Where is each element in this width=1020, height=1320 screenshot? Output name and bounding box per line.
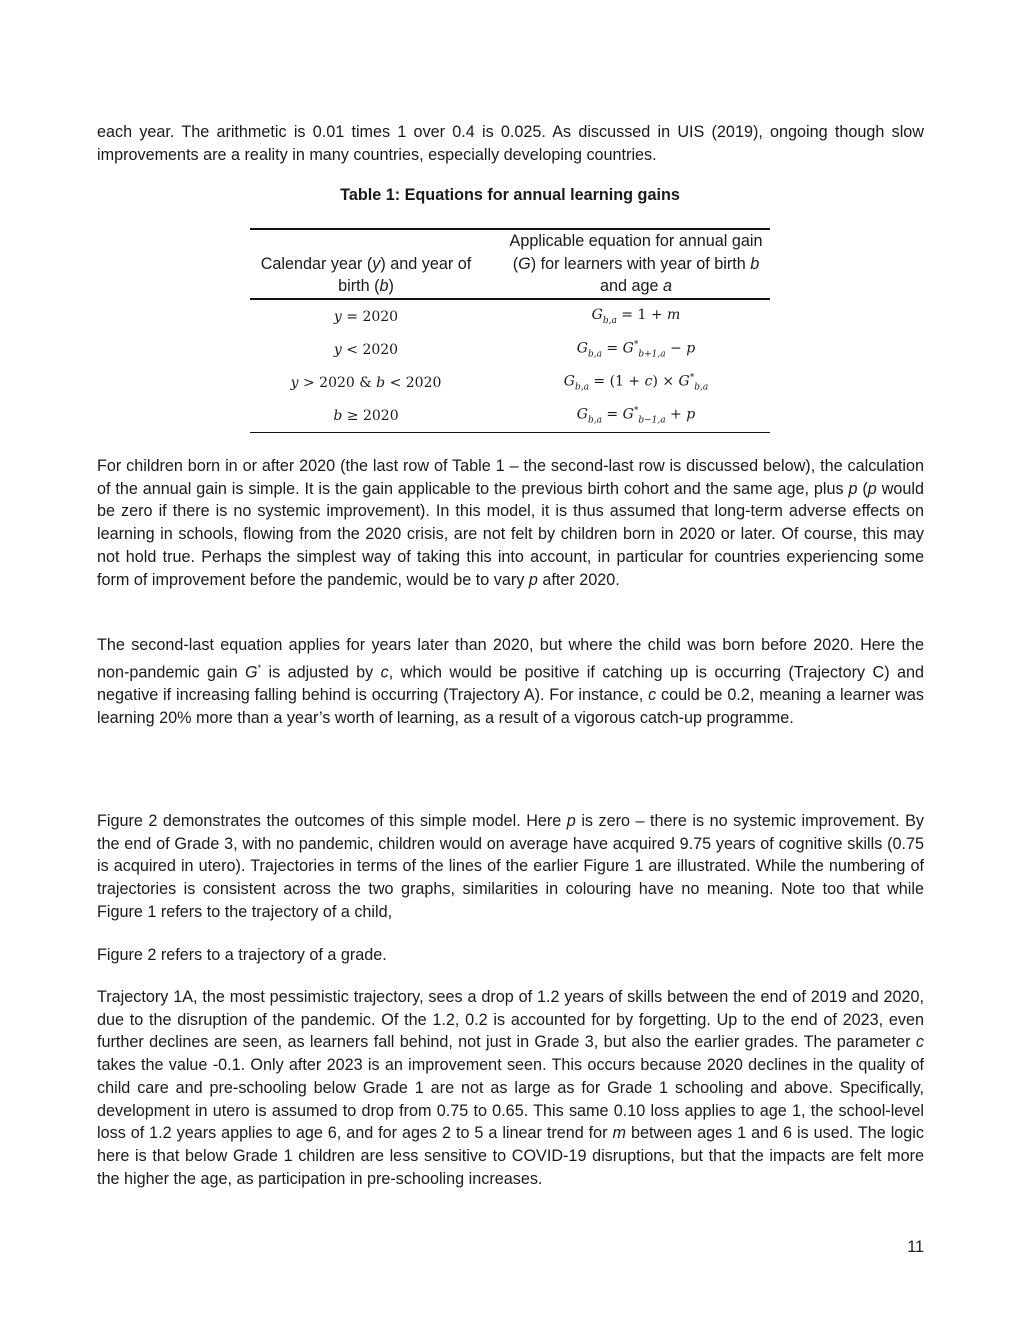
page-number: 11 [907, 1238, 924, 1256]
text-segment: + [665, 406, 687, 423]
text-segment: c [644, 373, 653, 390]
text-segment: b−1,a [638, 415, 666, 426]
text-segment: p [848, 479, 858, 498]
text-segment: b [750, 254, 760, 273]
text-segment: = (1 + [588, 373, 645, 390]
text-segment: = 1 + [616, 307, 668, 324]
text-segment: * [633, 405, 639, 416]
text-segment: Applicable equation for annual gain ( [509, 232, 763, 273]
text-segment: y [290, 374, 299, 391]
equation-cell [482, 333, 770, 366]
text-segment: could be 0.2, meaning a learner was learning 20% more than a year’s worth of learning, as a result of a vigorous catch-up programme. [97, 685, 924, 727]
text-segment: > 2020 & [298, 374, 377, 391]
text-segment: Calendar year ( [260, 254, 373, 273]
text-segment: G [591, 307, 603, 324]
equation-cell [482, 399, 770, 433]
text-segment: G [563, 373, 575, 390]
paragraph-born-after-2020 [97, 455, 924, 591]
text-segment: ) for learners with year of birth [530, 254, 751, 273]
text-segment: b [333, 407, 343, 424]
text-segment: b,a [602, 316, 617, 326]
text-segment: G [622, 340, 634, 357]
paragraph-trajectory-1a [97, 986, 924, 1190]
table-row [250, 333, 770, 366]
text-segment: c [380, 663, 389, 682]
text-segment: p [566, 812, 576, 830]
paragraph-second-last-equation [97, 634, 924, 729]
table-row [250, 299, 770, 333]
text-segment: b+1,a [638, 349, 666, 360]
text-segment: m [667, 307, 681, 324]
text-segment: ≥ 2020 [342, 407, 399, 424]
text-segment: G [678, 373, 690, 390]
text-segment: is adjusted by [261, 663, 381, 682]
text-segment: b,a [574, 382, 589, 393]
text-segment: = [601, 340, 623, 357]
equation-cell [482, 366, 770, 399]
text-segment: b,a [694, 382, 709, 393]
text-segment: ( [857, 479, 868, 498]
text-segment: a [663, 277, 673, 296]
text-segment: y [372, 254, 381, 273]
condition-cell [250, 299, 482, 333]
text-segment: G [576, 406, 588, 423]
text-segment: would be zero if there is no systemic improvement). In this model, it is thus assumed that long-term adverse effects on learning in schools, flowing from the 2020 crisis, are not felt by children born in 2020 or later. Of course, this may not hold true. Perhaps the simplest way of taking this into account, in particular for countries experiencing some form of improvement before the pandemic, would be to vary [97, 479, 924, 589]
header-equation [482, 229, 770, 299]
text-segment: ) × [652, 373, 679, 390]
text-segment: = [601, 406, 623, 423]
text-segment: G [244, 663, 258, 682]
text-segment: − [665, 340, 687, 357]
text-segment: between ages 1 and 6 is used. The logic here is that below Grade 1 children are less sensitive to COVID-19 disruptions, but that the impacts are felt more the higher the age, as participation in pre-schooling increases. [97, 1124, 924, 1188]
paragraph-figure-2 [97, 810, 924, 924]
paragraph-figure-2-grade [97, 944, 924, 967]
text-segment: each year. The arithmetic is 0.01 times 1 over 0.4 is 0.025. As discussed in UIS (2019), ongoing though slow improvements are a reality in many countries, especially developing countries. [97, 123, 924, 164]
text-segment: * [257, 662, 262, 673]
text-segment: * [689, 372, 695, 383]
text-segment: * [633, 339, 639, 350]
table-header-row [250, 229, 770, 299]
table-title: Table 1: Equations for annual learning gains [340, 186, 680, 204]
text-segment: For children born in or after 2020 (the last row of Table 1 – the second-last row is discussed below), the calculation of the annual gain is simple. It is the gain applicable to the previous birth cohort and the same age, plus [97, 457, 924, 498]
text-segment: b [376, 374, 386, 391]
text-segment: after 2020. [537, 570, 620, 589]
text-segment: Figure 2 demonstrates the outcomes of this simple model. Here [97, 812, 567, 830]
text-segment: Trajectory 1A, the most pessimistic trajectory, sees a drop of 1.2 years of skills between the end of 2019 and 2020, due to the disruption of the pandemic. Of the 1.2, 0.2 is accounted for by forgetting. Up to the end of 2023, even further declines are seen, as learners fall behind, not just in Grade 3, but also the earlier grades. The parameter [97, 988, 924, 1052]
text-segment: = 2020 [341, 308, 399, 325]
text-segment: m [612, 1124, 627, 1143]
text-segment: b [379, 277, 389, 296]
text-segment: G [622, 406, 634, 423]
table-row [250, 399, 770, 433]
equation-cell [482, 299, 770, 333]
text-segment: G [576, 340, 588, 357]
text-segment: b,a [587, 349, 602, 360]
equations-table [250, 228, 770, 433]
text-segment: ) [388, 277, 394, 296]
text-segment: c [648, 685, 657, 704]
text-segment: is zero – there is no systemic improvement. By the end of Grade 3, with no pandemic, children would on average have acquired 9.75 years of cognitive skills (0.75 is acquired in utero). Trajectories in terms of the lines of the earlier Figure 1 are illustrated. While the numbering of trajectories is consistent across the two graphs, similarities in colouring have no meaning. Note too that while Figure 1 refers to the trajectory of a child, [97, 812, 924, 921]
text-segment: p [867, 479, 877, 498]
text-segment: G [518, 254, 531, 273]
condition-cell [250, 333, 482, 366]
text-segment: < 2020 [385, 374, 442, 391]
text-segment: c [915, 1033, 924, 1052]
text-segment: p [686, 406, 696, 423]
text-segment: p [686, 340, 696, 357]
text-segment: Figure 2 refers to a trajectory of a grade. [97, 946, 387, 964]
text-segment: b,a [587, 415, 602, 426]
condition-cell [250, 366, 482, 399]
table-row [250, 366, 770, 399]
condition-cell [250, 399, 482, 433]
text-segment: The second-last equation applies for years later than 2020, but where the child was born before 2020. Here the non-pandemic gain [97, 636, 924, 682]
text-segment: takes the value -0.1. Only after 2023 is an improvement seen. This occurs because 2020 declines in the quality of child care and pre-schooling below Grade 1 are not as large as for Grade 1 schooling and above. Specifically, development in utero is assumed to drop from 0.75 to 0.65. This same 0.10 loss applies to age 1, the school-level loss of 1.2 years applies to age 6, and for ages 2 to 5 a linear trend for [97, 1056, 924, 1143]
text-segment: and age [599, 277, 663, 296]
header-calendar-year [250, 229, 482, 299]
text-segment: y [333, 308, 342, 325]
text-segment: ) and year of birth ( [338, 254, 472, 296]
paragraph-intro [97, 121, 924, 166]
text-segment: p [528, 570, 538, 589]
text-segment: y [333, 341, 342, 358]
text-segment: , which would be positive if catching up is occurring (Trajectory C) and negative if increasing falling behind is occurring (Trajectory A). For instance, [97, 663, 925, 704]
text-segment: < 2020 [341, 341, 399, 358]
